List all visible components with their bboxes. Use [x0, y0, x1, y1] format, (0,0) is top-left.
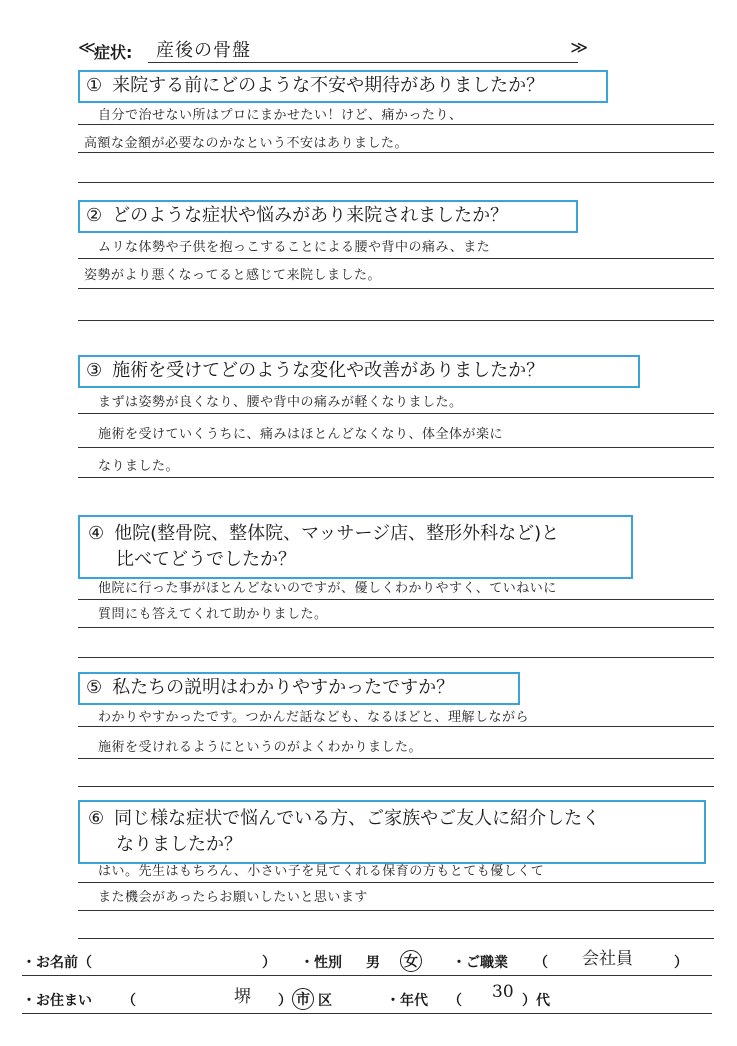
gender-label: ・性別 — [300, 955, 342, 971]
answer-line: はい。先生はもちろん、小さい子を見てくれる保育の方もとても優しくて — [98, 864, 545, 879]
age-close: ）代 — [522, 993, 550, 1009]
header-bracket-open: ≪ — [78, 38, 96, 58]
symptom-value: 産後の骨盤 — [156, 40, 251, 61]
answer-rule — [78, 320, 714, 321]
answer-rule — [78, 447, 714, 448]
gender-female-circled: 女 — [400, 950, 422, 972]
question-text-line1: 他院(整骨院、整体院、マッサージ店、整形外科など)と — [114, 523, 560, 544]
answer-rule — [78, 627, 714, 628]
symptom-header — [78, 36, 588, 66]
question-box-4 — [78, 515, 633, 579]
answer-line: また機会があったらお願いしたいと思います — [98, 890, 368, 905]
question-section-5 — [78, 672, 718, 792]
age-open: （ — [448, 993, 462, 1009]
question-section-1 — [78, 70, 718, 190]
footer-rule — [22, 975, 712, 976]
answer-line: 質問にも答えてくれて助かりました。 — [98, 607, 328, 622]
question-text: 私たちの説明はわかりやすかったですか？ — [112, 677, 455, 698]
occupation-label: ・ご職業 — [452, 955, 508, 971]
answer-rule — [78, 910, 714, 911]
answer-rule — [78, 413, 714, 414]
answer-line: 他院に行った事がほとんどないのですが、優しくわかりやすく、ていねいに — [98, 581, 557, 596]
question-box-3 — [78, 355, 640, 388]
answer-rule — [78, 599, 714, 600]
question-section-6 — [78, 800, 718, 950]
address-close: ） — [278, 993, 292, 1009]
footer-row-address — [22, 982, 712, 1014]
answer-rule — [78, 726, 714, 727]
answer-rule — [78, 124, 714, 125]
question-number: ③ — [86, 360, 103, 381]
question-text: どのような症状や悩みがあり来院されましたか？ — [112, 205, 509, 226]
answer-rule — [78, 657, 714, 658]
question-number: ⑤ — [86, 677, 103, 698]
answer-rule — [78, 786, 714, 787]
answer-rule — [78, 152, 714, 153]
answer-line: 自分で治せない所はプロにまかせたい！けど、痛かったり、 — [98, 108, 463, 123]
question-text: 施術を受けてどのような変化や改善がありましたか？ — [112, 360, 545, 381]
question-section-4 — [78, 515, 718, 665]
answer-rule — [78, 258, 714, 259]
header-underline — [148, 62, 578, 63]
address-open: （ — [122, 993, 136, 1009]
question-box-5 — [78, 672, 520, 705]
address-label: ・お住まい — [22, 993, 92, 1009]
question-box-6 — [78, 800, 706, 864]
question-number: ④ — [88, 523, 105, 544]
occupation-value: 会社員 — [582, 949, 633, 969]
question-section-2 — [78, 200, 718, 330]
question-number: ① — [86, 75, 103, 96]
answer-rule — [78, 477, 714, 478]
name-close: ） — [262, 955, 276, 971]
question-text-line1: 同じ様な症状で悩んでいる方、ご家族やご友人に紹介したく — [114, 808, 601, 829]
name-label: ・お名前（ — [22, 955, 92, 971]
answer-line: ムリな体勢や子供を抱っこすることによる腰や背中の痛み、また — [98, 240, 491, 255]
question-box-2 — [78, 200, 578, 233]
occupation-close: ） — [674, 955, 688, 971]
answer-rule — [78, 758, 714, 759]
answer-line: わかりやすかったです。つかんだ話なども、なるほどと、理解しながら — [98, 710, 529, 725]
answer-line: 施術を受けれるようにというのがよくわかりました。 — [98, 740, 423, 755]
footer-rule — [22, 1013, 712, 1014]
occupation-open: （ — [534, 955, 548, 971]
gender-male: 男 — [366, 955, 380, 971]
city-circled: 市 — [292, 988, 314, 1010]
question-number: ⑥ — [88, 808, 105, 829]
answer-line: 施術を受けていくうちに、痛みはほとんどなくなり、体全体が楽に — [98, 427, 504, 442]
footer-row-name — [22, 950, 712, 976]
answer-rule — [78, 882, 714, 883]
question-section-3 — [78, 355, 718, 490]
answer-line: 姿勢がより悪くなってると感じて来院しました。 — [84, 268, 382, 283]
answer-line: まずは姿勢が良くなり、腰や背中の痛みが軽くなりました。 — [98, 395, 463, 410]
question-text: 来院する前にどのような不安や期待がありましたか？ — [112, 75, 545, 96]
question-number: ② — [86, 205, 103, 226]
age-value: 30 — [492, 982, 514, 1002]
symptom-label: 症状: — [94, 43, 133, 62]
question-box-1 — [78, 70, 608, 103]
answer-rule — [78, 938, 714, 939]
answer-rule — [78, 182, 714, 183]
answer-line: 高額な金額が必要なのかなという不安はありました。 — [84, 136, 409, 151]
answer-line: なりました。 — [98, 459, 180, 474]
header-bracket-close: ≫ — [570, 38, 588, 58]
question-text-line2: なりましたか？ — [116, 834, 242, 855]
address-value: 堺 — [234, 987, 251, 1007]
answer-rule — [78, 288, 714, 289]
question-text-line2: 比べてどうでしたか？ — [116, 549, 296, 570]
age-label: ・年代 — [386, 993, 428, 1009]
ward-kanji: 区 — [318, 993, 332, 1009]
